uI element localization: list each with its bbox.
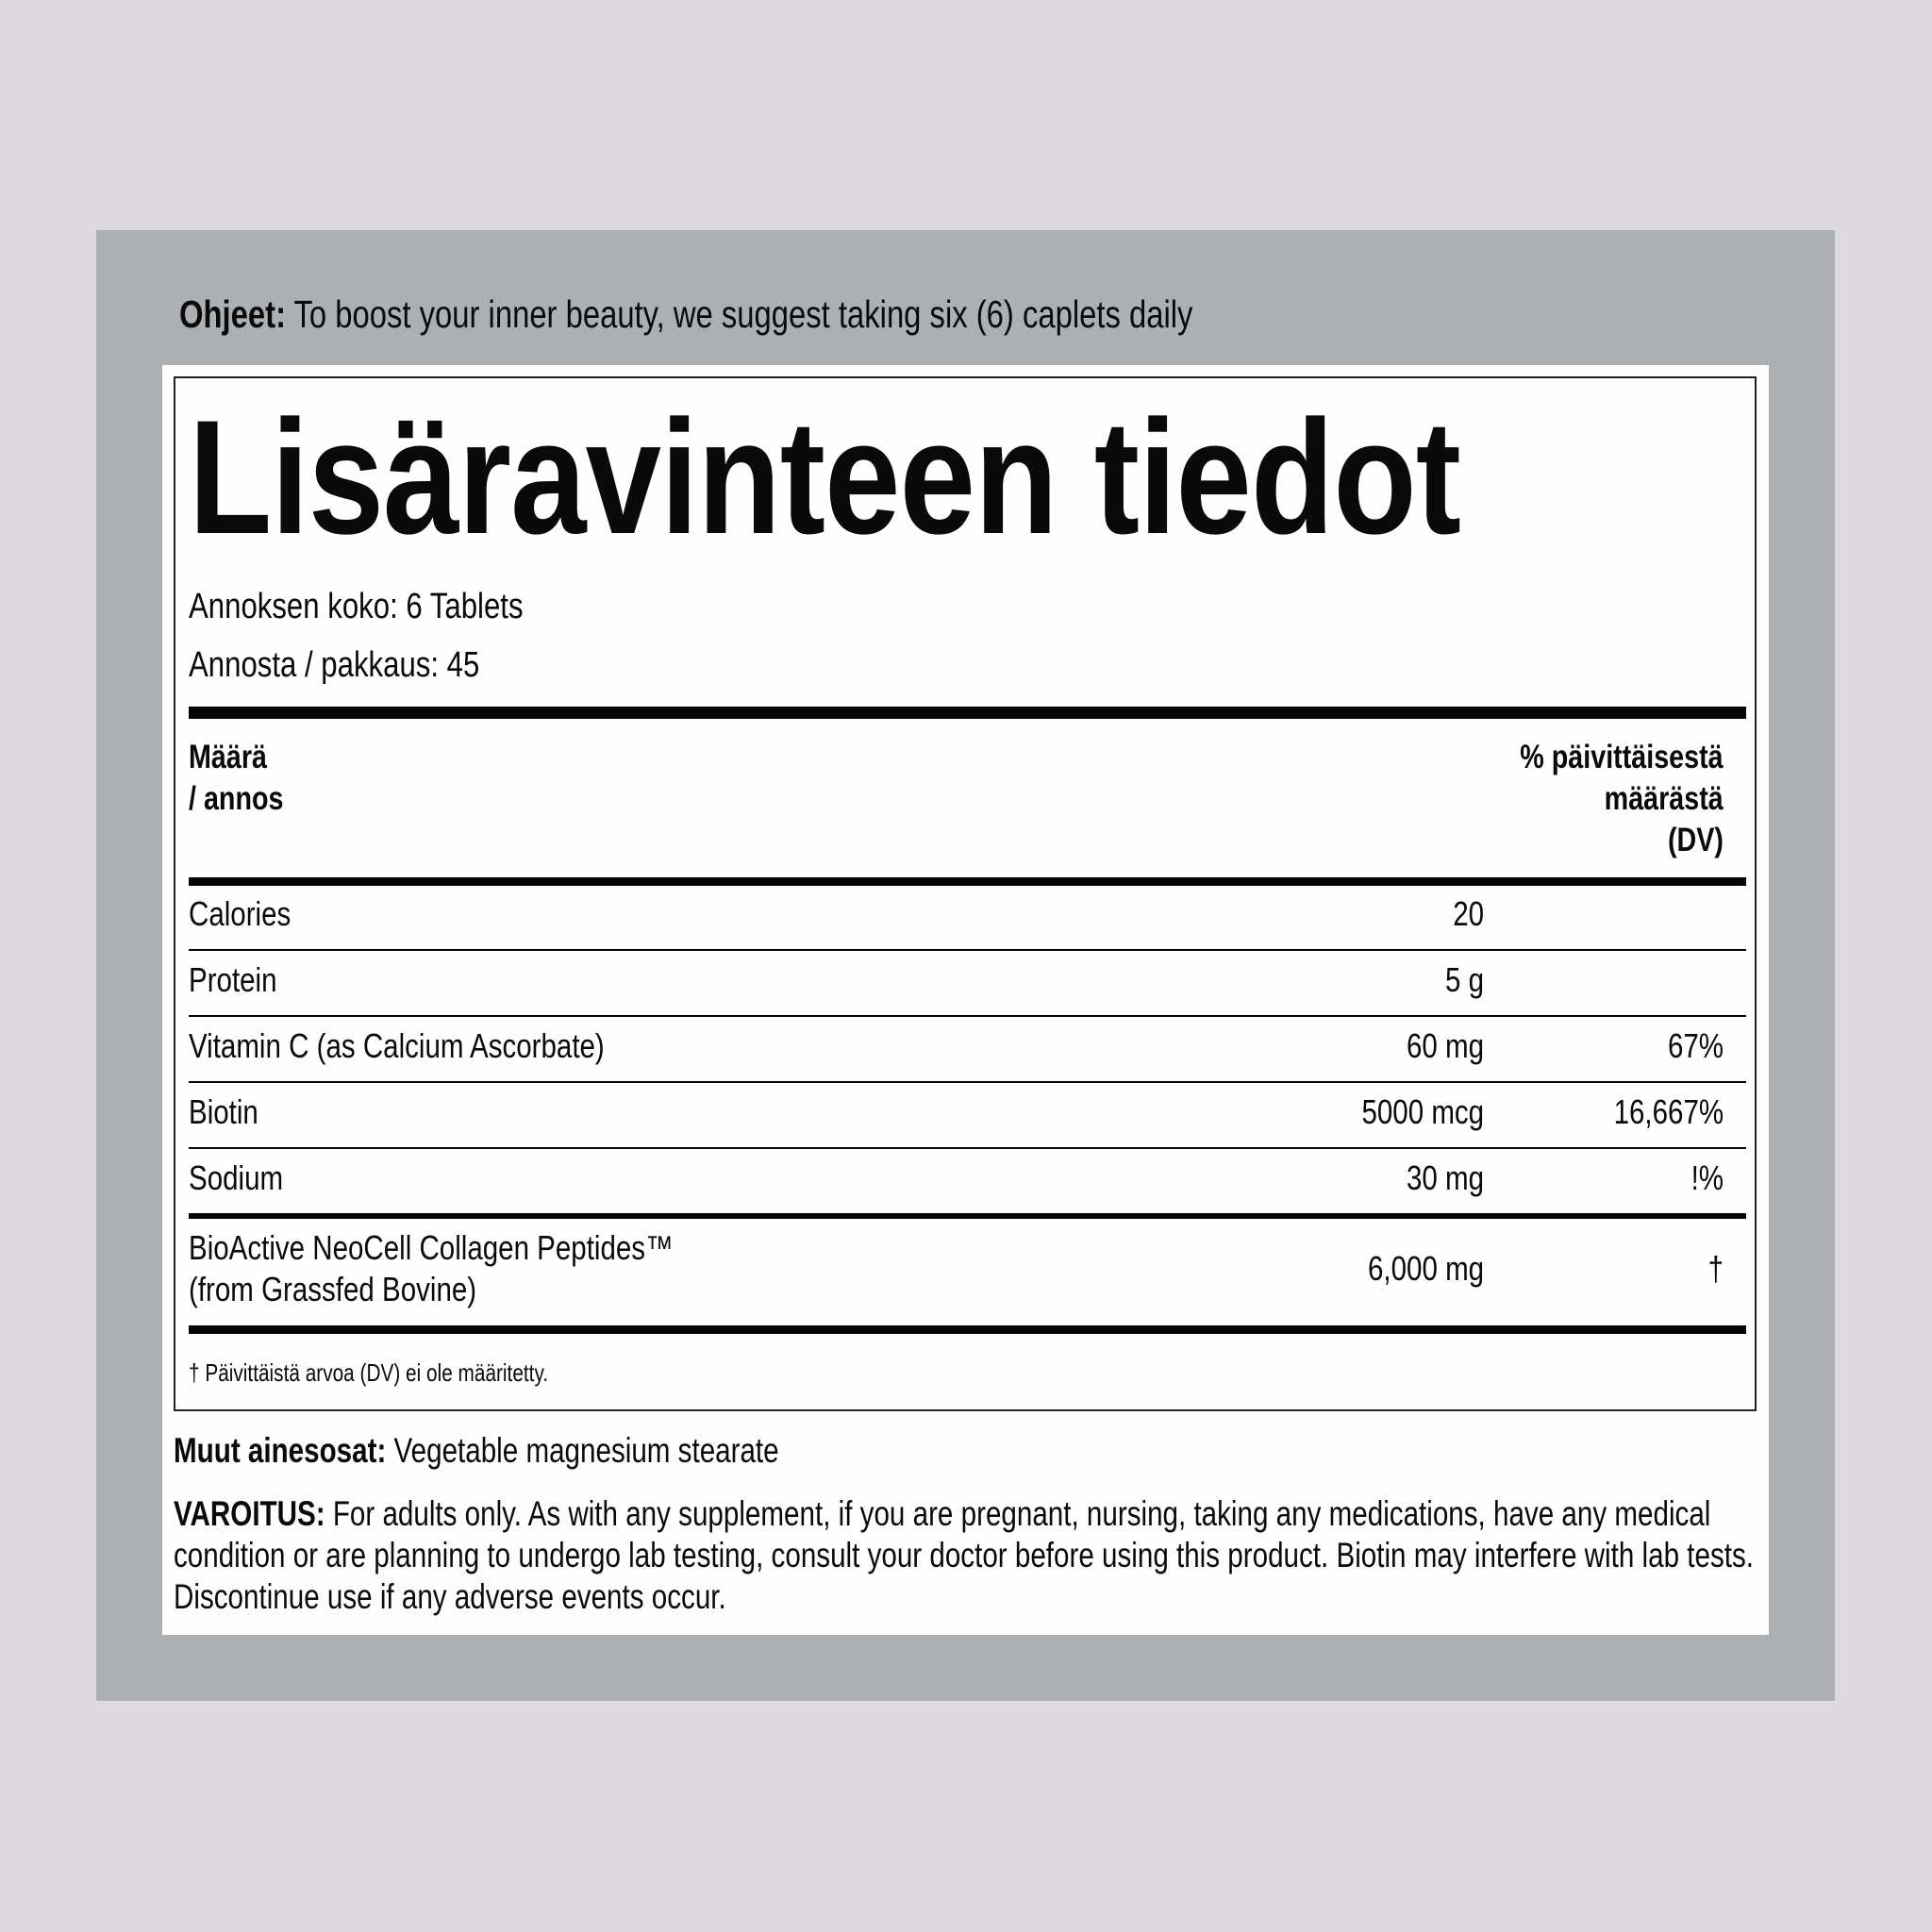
servings-per-container: Annosta / pakkaus: 45 [189,645,480,685]
nutrient-amount: 5000 mcg [1361,1092,1484,1131]
nutrient-dv: 67% [1667,1026,1724,1065]
nutrient-dv: 16,667% [1613,1092,1724,1131]
thick-rule [189,1213,1746,1219]
nutrient-name: Sodium [189,1158,284,1197]
nutrient-amount: 60 mg [1406,1026,1484,1065]
nutrient-dv: !% [1690,1158,1724,1197]
nutrient-name: Biotin [189,1092,258,1131]
directions-text: To boost your inner beauty, we suggest taking six (6) caplets daily [286,292,1193,336]
row-divider [189,949,1746,951]
footnote: † Päivittäistä arvoa (DV) ei ole määritetty. [189,1358,549,1387]
warning-label: VAROITUS: [174,1494,325,1533]
nutrient-amount: 30 mg [1406,1158,1484,1197]
warning-text: For adults only. As with any supplement, if you are pregnant, nursing, taking any medications, have any medical condition or are planning to undergo lab testing, consult your doctor before using this product. Biotin may interfere with lab tests. Discontinue use if any adverse events occur. [174,1494,1755,1616]
warning [174,1493,1781,1618]
nutrient-name: Vitamin C (as Calcium Ascorbate) [189,1026,605,1065]
directions [179,291,1192,337]
nutrient-amount: 20 [1453,894,1484,933]
nutrient-amount: 6,000 mg [1367,1249,1484,1288]
nutrient-amount: 5 g [1444,960,1484,999]
thick-rule [189,707,1746,719]
row-divider [189,1147,1746,1149]
other-ingredients [174,1429,779,1473]
nutrient-name: Protein [189,960,277,999]
amount-header-line2: / annos [189,780,284,817]
nutrient-name: Calories [189,894,291,933]
supplement-facts-box [174,376,1757,1411]
medium-rule [189,877,1746,886]
directions-label: Ohjeet: [179,292,286,336]
nutrient-dv: † [1707,1249,1724,1288]
other-ingredients-text: Vegetable magnesium stearate [386,1431,779,1470]
dv-header-line2: määrästä [1604,780,1724,817]
dv-header-line3: (DV) [1668,822,1724,858]
thick-rule [189,1325,1746,1334]
nutrient-name-line2: (from Grassfed Bovine) [189,1270,477,1308]
row-divider [189,1081,1746,1083]
facts-title: Lisäravinteen tiedot [189,387,1461,568]
other-ingredients-label: Muut ainesosat: [174,1431,387,1470]
serving-size: Annoksen koko: 6 Tablets [189,587,524,626]
amount-header-line1: Määrä [189,739,267,775]
dv-header-line1: % päivittäisestä [1520,739,1724,775]
row-divider [189,1015,1746,1017]
nutrient-name-line1: BioActive NeoCell Collagen Peptides™ [189,1228,674,1267]
